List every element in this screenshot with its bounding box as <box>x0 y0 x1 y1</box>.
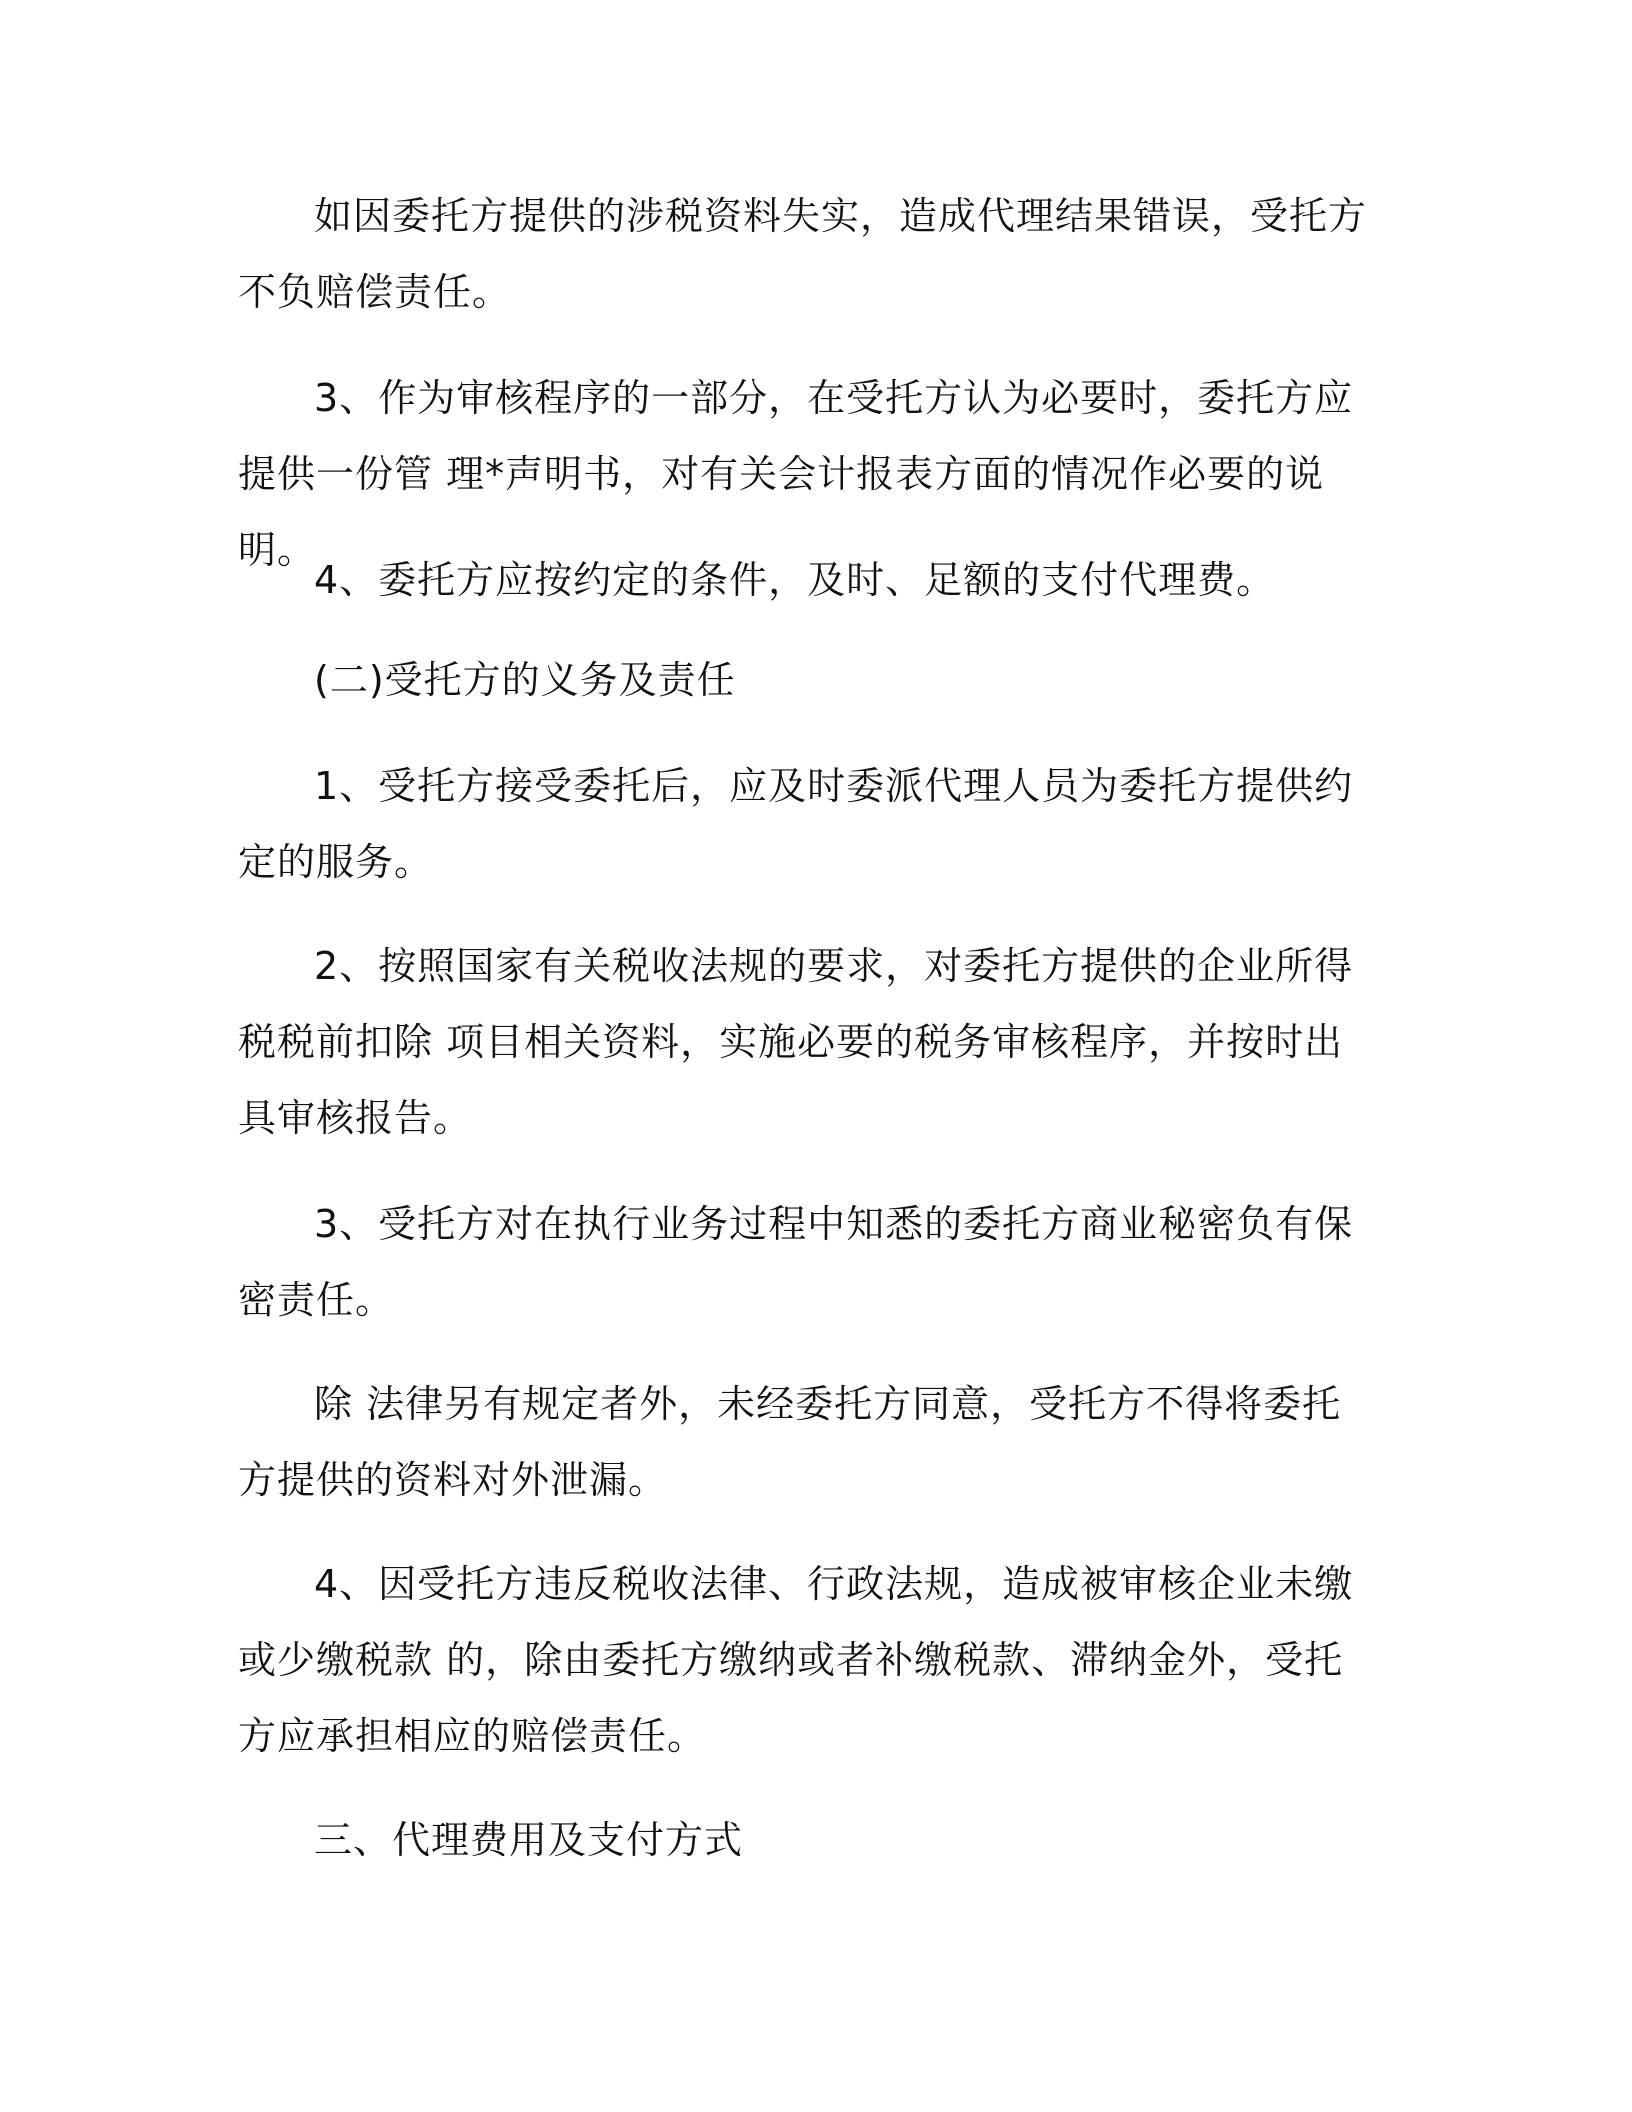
paragraph-indemnity-exemption: 如因委托方提供的涉税资料失实，造成代理结果错误，受托方不负赔偿责任。 <box>238 194 1368 314</box>
paragraph-client-item-3: 3、作为审核程序的一部分，在受托方认为必要时，委托方应提供一份管 理*声明书，对有关会计报表方面的情况作必要的说明。 <box>238 376 1354 572</box>
paragraph-client-item-4: 4、委托方应按约定的条件，及时、足额的支付代理费。 <box>314 558 1276 602</box>
paragraph-confidentiality: 除 法律另有规定者外，未经委托方同意，受托方不得将委托方提供的资料对外泄漏。 <box>238 1382 1342 1502</box>
paragraph-agent-item-2: 2、按照国家有关税收法规的要求，对委托方提供的企业所得税税前扣除 项目相关资料，实施必要的税务审核程序，并按时出具审核报告。 <box>238 944 1354 1140</box>
paragraph-agent-item-4: 4、因受托方违反税收法律、行政法规，造成被审核企业未缴或少缴税款 的，除由委托方缴纳或者补缴税款、滞纳金外，受托方应承担相应的赔偿责任。 <box>238 1562 1354 1758</box>
paragraph-agent-item-3: 3、受托方对在执行业务过程中知悉的委托方商业秘密负有保密责任。 <box>238 1202 1354 1322</box>
paragraph-agent-item-1: 1、受托方接受委托后，应及时委派代理人员为委托方提供约定的服务。 <box>238 764 1354 884</box>
section-heading-agent-duties: (二)受托方的义务及责任 <box>314 658 736 702</box>
section-heading-fees: 三、代理费用及支付方式 <box>314 1818 744 1862</box>
